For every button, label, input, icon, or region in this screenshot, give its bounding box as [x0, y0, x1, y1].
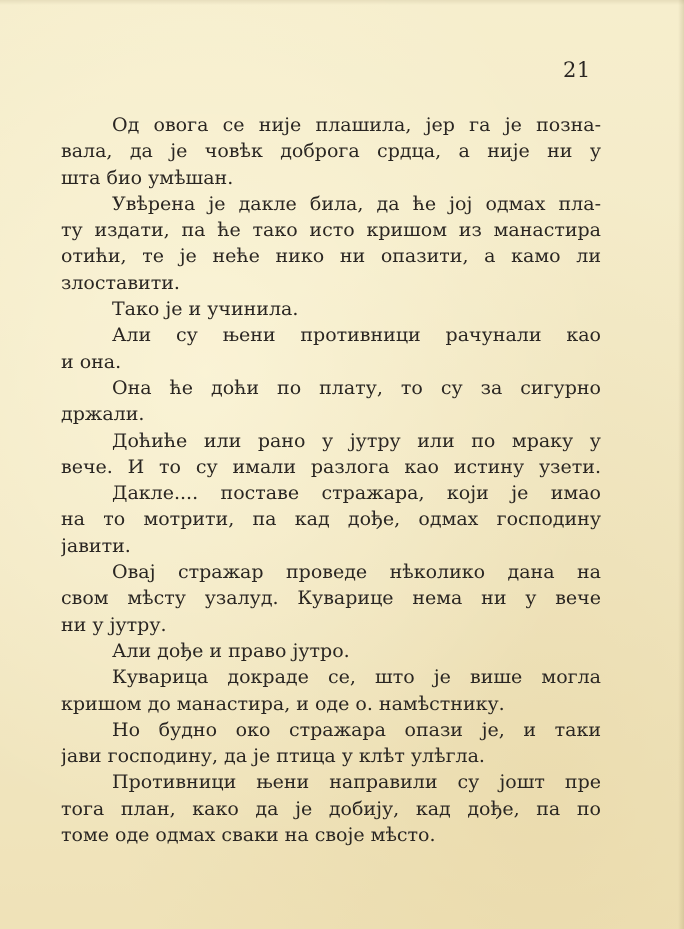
text-line: злоставити. [61, 271, 180, 294]
text-line: вала, да је човѣк доброга срдца, а није ни у [61, 140, 601, 163]
text-line: Доћиће или рано у јутру или по мраку у [112, 429, 601, 452]
text-line: ни у јутру. [61, 613, 167, 636]
text-line: Увѣрена је дакле била, да ће јој одмах пла- [112, 192, 601, 215]
text-line: тога план, како да је добију, кад дође, па по [61, 797, 601, 820]
text-line: Овај стражар проведе нѣколико дана на [112, 561, 601, 584]
text-line: отићи, те је неће нико ни опазити, а камо ли [61, 245, 601, 268]
text-line: Куварица докраде се, што је више могла [112, 666, 601, 689]
text-line: јавити. [61, 534, 131, 557]
body-text [61, 112, 601, 848]
text-line: томе оде одмах сваки на своје мѣсто. [61, 824, 436, 847]
text-line: и она. [61, 350, 122, 373]
text-line: на то мотрити, па кад дође, одмах господину [61, 508, 601, 531]
page-top-shadow [0, 0, 684, 5]
text-line: кришом до манастира, и оде о. намѣстнику. [61, 692, 505, 715]
page-right-shadow [678, 0, 684, 929]
text-line: Али дође и право јутро. [112, 639, 350, 662]
text-line: ту издати, па ће тако исто кришом из манастира [61, 219, 601, 242]
text-line: Она ће доћи по плату, то су за сигурно [112, 376, 601, 399]
text-line: држали. [61, 403, 145, 426]
text-line: јави господину, да је птица у клѣт улѣгла. [61, 745, 485, 768]
text-line: шта био умѣшан. [61, 166, 234, 189]
page-number: 21 [563, 58, 591, 82]
text-line: Но будно око стражара опази је, и таки [112, 718, 601, 741]
text-line: Противници њени направили су јошт пре [112, 771, 601, 794]
text-line: Дакле.... поставе стражара, који је имао [112, 482, 601, 505]
text-line: свом мѣсту узалуд. Куварице нема ни у вече [61, 587, 601, 610]
text-line: Тако је и учинила. [112, 298, 299, 321]
text-line: Али су њени противници рачунали као [112, 324, 601, 347]
text-line: вече. И то су имали разлога као истину узети. [61, 455, 601, 478]
text-line: Од овога се није плашила, јер га је позна- [112, 114, 601, 136]
